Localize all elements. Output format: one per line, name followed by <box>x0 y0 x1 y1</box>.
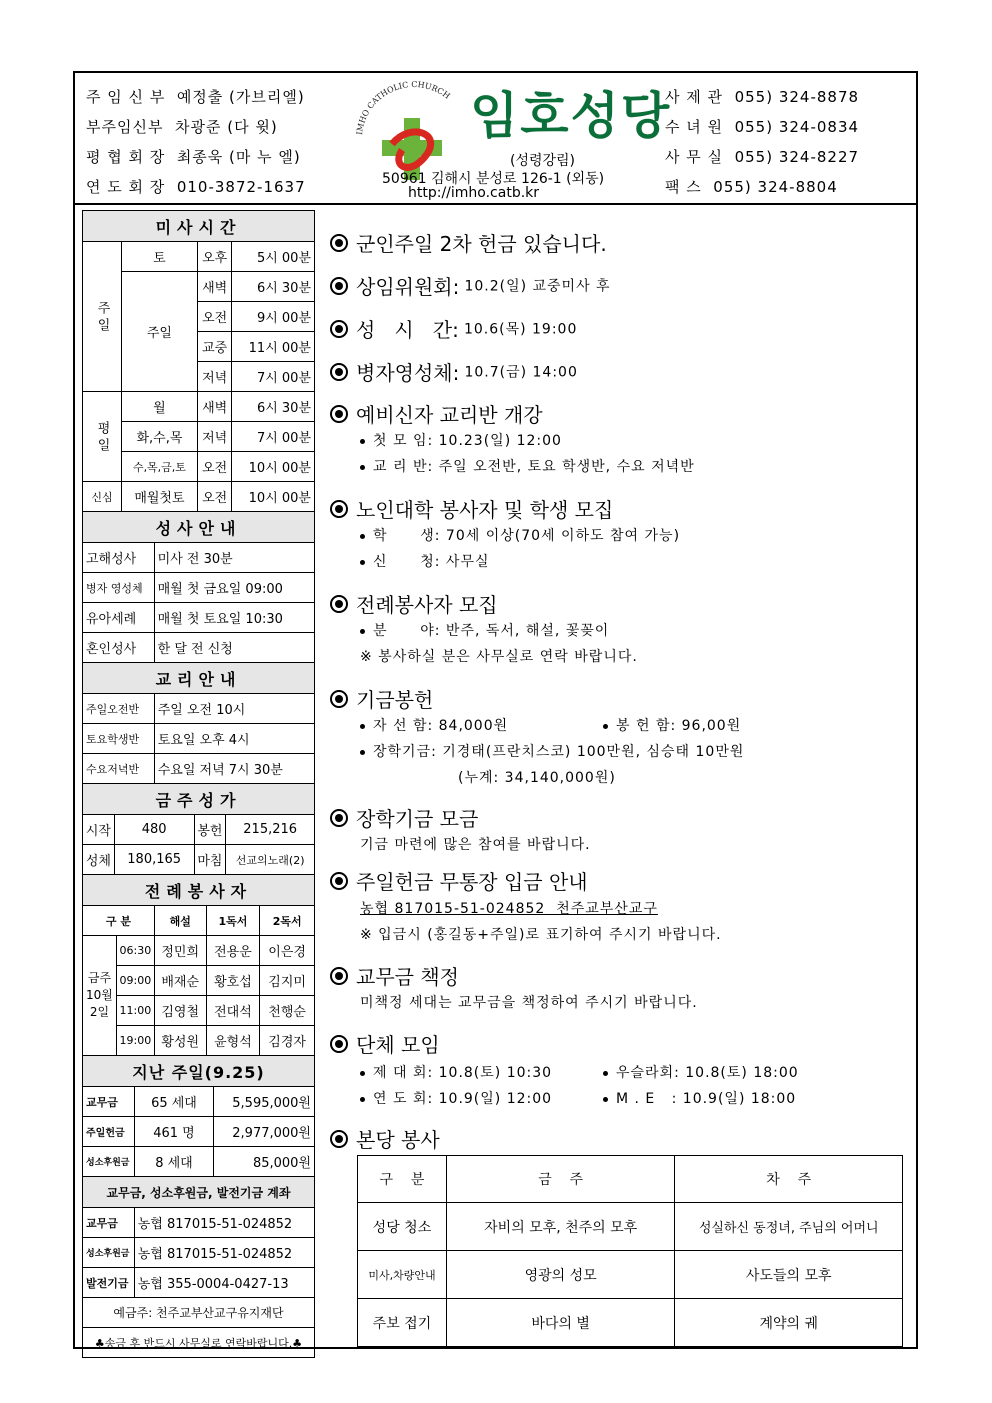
phone-rectory: 사 제 관 055) 324-8878 <box>665 88 860 106</box>
service-next-week: 성실하신 동정녀, 주님의 어머니 <box>675 1203 903 1251</box>
service-category: 성당 청소 <box>358 1203 447 1251</box>
catechism-table <box>82 662 315 784</box>
bullet-icon <box>330 277 348 295</box>
donations-line-1a: 자 선 함: 84,000원 <box>360 715 508 735</box>
devotion-period: 오전 <box>197 482 232 512</box>
sun-period: 저녁 <box>197 362 232 392</box>
bullet-icon <box>330 1130 348 1148</box>
server-time: 09:00 <box>116 966 154 996</box>
sunday-label: 주일 <box>122 272 198 392</box>
offering-amount: 85,000원 <box>214 1147 315 1177</box>
bullet-icon <box>330 234 348 252</box>
sat-time: 5시 00분 <box>232 242 315 272</box>
notice-sick-communion: 병자영성체: 10.7(금) 14:00 <box>330 357 578 386</box>
hymns-table <box>82 783 315 875</box>
bullet-icon <box>330 809 348 827</box>
server-name: 윤형석 <box>206 1026 260 1056</box>
sacrament-value: 한 달 전 신청 <box>154 633 314 663</box>
catechism-label: 토요학생반 <box>83 724 155 754</box>
offering-count: 461 명 <box>134 1117 214 1147</box>
donations-line-3: (누계: 34,140,000원) <box>458 770 616 786</box>
bullet-icon <box>330 595 348 613</box>
bullet-icon <box>330 872 348 890</box>
account-label: 성소후원금 <box>83 1238 135 1268</box>
server-name: 전용운 <box>206 936 260 966</box>
server-name: 천행순 <box>260 996 315 1026</box>
weekday-period: 저녁 <box>197 422 232 452</box>
sacrament-label: 병자 영성체 <box>83 573 155 603</box>
account-number: 농협 355-0004-0427-13 <box>134 1268 314 1298</box>
senior-college-line-1: 학 생: 70세 이상(70세 이하도 참여 가능) <box>360 525 680 545</box>
account-label: 교무금 <box>83 1208 135 1238</box>
service-this-week: 바다의 별 <box>446 1299 675 1347</box>
notice-committee: 상임위원회: 10.2(일) 교중미사 후 <box>330 271 611 300</box>
catechumen-line-1: 첫 모 임: 10.23(일) 12:00 <box>360 430 562 450</box>
offering-amount: 5,595,000원 <box>214 1087 315 1117</box>
church-name: 임호성당 <box>470 87 672 145</box>
sun-period: 오전 <box>197 302 232 332</box>
sun-time: 7시 00분 <box>232 362 315 392</box>
last-week-title: 지난 주일(9.25) <box>83 1056 315 1087</box>
servers-header: 1독서 <box>206 906 260 936</box>
server-name: 이은경 <box>260 936 315 966</box>
catechumen-line-2: 교 리 반: 주일 오전반, 토요 학생반, 수요 저녁반 <box>360 456 695 476</box>
left-sidebar <box>82 210 315 1350</box>
notice-donations: 기금봉헌 <box>330 684 433 713</box>
header-divider <box>73 203 918 205</box>
meeting-line-1a: 제 대 회: 10.8(토) 10:30 <box>360 1062 552 1082</box>
hymn-label: 시작 <box>83 815 115 845</box>
donations-line-2: 장학기금: 기경태(프란치스코) 100만원, 심승태 10만원 <box>360 741 744 761</box>
servers-title: 전례봉사자 <box>83 875 315 906</box>
servers-header: 2독서 <box>260 906 315 936</box>
accounts-title: 교무금, 성소후원금, 발전기금 계좌 <box>83 1177 315 1208</box>
catechism-label: 수요저녁반 <box>83 754 155 784</box>
service-header: 차 주 <box>675 1156 903 1203</box>
server-name: 전대석 <box>206 996 260 1026</box>
account-holder: 예금주: 천주교부산교구유지재단 <box>83 1298 315 1328</box>
notice-dues: 교무금 책정 <box>330 961 459 990</box>
scholarship-line-1: 기금 마련에 많은 참여를 바랍니다. <box>360 837 591 853</box>
sacraments-table <box>82 511 315 663</box>
notice-holy-hour: 성 시 간: 10.6(목) 19:00 <box>330 314 577 343</box>
account-number: 농협 817015-51-024852 <box>134 1238 314 1268</box>
catechism-label: 주일오전반 <box>83 694 155 724</box>
account-number: 농협 817015-51-024852 <box>134 1208 314 1238</box>
notice-scholarship: 장학기금 모금 <box>330 803 478 832</box>
account-note: ♣송금 후 반드시 사무실로 연락바랍니다.♣ <box>83 1328 315 1358</box>
notice-group-meetings: 단체 모임 <box>330 1029 440 1058</box>
liturgy-volunteers-line-1: 분 야: 반주, 독서, 해설, 꽃꽂이 <box>360 620 609 640</box>
accounts-table <box>82 1176 315 1358</box>
header-council-president: 평 협 회 장 최종욱 (마 누 엘) <box>86 148 301 166</box>
hymn-label: 마침 <box>194 845 226 875</box>
phone-office: 사 무 실 055) 324-8227 <box>665 148 860 166</box>
service-this-week: 자비의 모후, 천주의 모후 <box>446 1203 675 1251</box>
catechism-title: 교리안내 <box>83 663 315 694</box>
server-name: 김영철 <box>154 996 206 1026</box>
hymn-number: 180,165 <box>114 845 194 875</box>
bank-account-line: 농협 817015-51-024852 천주교부산교구 <box>360 901 658 917</box>
servers-header: 해설 <box>154 906 206 936</box>
sacrament-value: 미사 전 30분 <box>154 543 314 573</box>
server-name: 황성원 <box>154 1026 206 1056</box>
notice-senior-college: 노인대학 봉사자 및 학생 모집 <box>330 494 613 523</box>
liturgy-volunteers-line-2: ※ 봉사하실 분은 사무실로 연락 바랍니다. <box>360 649 638 665</box>
notice-liturgy-volunteers: 전례봉사자 모집 <box>330 589 498 618</box>
bullet-icon <box>330 500 348 518</box>
weekday-day: 수,목,금,토 <box>122 452 198 482</box>
offering-label: 성소후원금 <box>83 1147 135 1177</box>
bullet-icon <box>330 967 348 985</box>
mass-title: 미사시간 <box>83 211 315 242</box>
catechism-value: 수요일 저녁 7시 30분 <box>154 754 314 784</box>
hymn-label: 봉헌 <box>194 815 226 845</box>
hymns-title: 금주성가 <box>83 784 315 815</box>
phone-fax: 팩 스 055) 324-8804 <box>665 178 838 196</box>
offering-label: 주일헌금 <box>83 1117 135 1147</box>
server-time: 06:30 <box>116 936 154 966</box>
service-header: 구 분 <box>358 1156 447 1203</box>
sun-period: 교중 <box>197 332 232 362</box>
servers-header: 구 분 <box>83 906 155 936</box>
server-name: 김지미 <box>260 966 315 996</box>
service-next-week: 사도들의 모후 <box>675 1251 903 1299</box>
bullet-icon <box>330 690 348 708</box>
weekday-day: 월 <box>122 392 198 422</box>
server-time: 11:00 <box>116 996 154 1026</box>
weekday-group-label: 평 일 <box>83 392 122 482</box>
offering-count: 8 세대 <box>134 1147 214 1177</box>
parish-service-table <box>357 1155 903 1347</box>
service-next-week: 계약의 궤 <box>675 1299 903 1347</box>
hymn-number: 선교의노래(2) <box>226 845 315 875</box>
sacrament-value: 매월 첫 토요일 10:30 <box>154 603 314 633</box>
donations-line-1b: 봉 헌 함: 96,00원 <box>603 715 741 735</box>
notice-military-sunday: 군인주일 2차 헌금 있습니다. <box>330 228 607 257</box>
sacraments-title: 성사안내 <box>83 512 315 543</box>
mass-schedule-table <box>82 210 315 512</box>
offering-amount: 2,977,000원 <box>214 1117 315 1147</box>
notice-parish-service: 본당 봉사 <box>330 1124 440 1153</box>
servers-table <box>82 874 315 1056</box>
weekday-period: 오전 <box>197 452 232 482</box>
sunday-group-label: 주 일 <box>83 242 122 392</box>
dues-line-1: 미책정 세대는 교무금을 책정하여 주시기 바랍니다. <box>360 995 698 1011</box>
offering-count: 65 세대 <box>134 1087 214 1117</box>
server-name: 정민희 <box>154 936 206 966</box>
weekday-time: 6시 30분 <box>232 392 315 422</box>
last-week-table <box>82 1055 315 1177</box>
svg-text:IMHO CATHOLIC CHURCH: IMHO CATHOLIC CHURCH <box>355 80 452 136</box>
sun-time: 11시 00분 <box>232 332 315 362</box>
offering-label: 교무금 <box>83 1087 135 1117</box>
meeting-line-2b: M . E : 10.9(일) 18:00 <box>603 1088 796 1108</box>
weekday-time: 10시 00분 <box>232 452 315 482</box>
header-assistant-priest: 부주임신부 차광준 (다 윗) <box>86 118 278 136</box>
server-name: 김경자 <box>260 1026 315 1056</box>
hymn-number: 215,216 <box>226 815 315 845</box>
header-yeondo-president: 연 도 회 장 010-3872-1637 <box>86 178 306 196</box>
sat-day: 토 <box>122 242 198 272</box>
senior-college-line-2: 신 청: 사무실 <box>360 551 490 571</box>
sun-period: 새벽 <box>197 272 232 302</box>
church-address: 50961 김해시 분성로 126-1 (외동) <box>382 171 605 187</box>
devotion-time: 10시 00분 <box>232 482 315 512</box>
bullet-icon <box>330 363 348 381</box>
service-this-week: 영광의 성모 <box>446 1251 675 1299</box>
meeting-line-2a: 연 도 회: 10.9(일) 12:00 <box>360 1088 552 1108</box>
sat-period: 오후 <box>197 242 232 272</box>
sacrament-label: 혼인성사 <box>83 633 155 663</box>
catechism-value: 주일 오전 10시 <box>154 694 314 724</box>
bullet-icon <box>330 1035 348 1053</box>
bullet-icon <box>330 405 348 423</box>
bank-transfer-note: ※ 입금시 (홍길동+주일)로 표기하여 주시기 바랍니다. <box>360 927 722 943</box>
hymn-number: 480 <box>114 815 194 845</box>
server-name: 배재순 <box>154 966 206 996</box>
sun-time: 6시 30분 <box>232 272 315 302</box>
phone-convent: 수 녀 원 055) 324-0834 <box>665 118 860 136</box>
sun-time: 9시 00분 <box>232 302 315 332</box>
sacrament-label: 고해성사 <box>83 543 155 573</box>
feast-name: (성령강림) <box>510 153 576 169</box>
account-label: 발전기금 <box>83 1268 135 1298</box>
service-category: 주보 접기 <box>358 1299 447 1347</box>
weekday-period: 새벽 <box>197 392 232 422</box>
notice-bank-transfer: 주일헌금 무통장 입금 안내 <box>330 866 588 895</box>
sacrament-value: 매월 첫 금요일 09:00 <box>154 573 314 603</box>
service-header: 금 주 <box>446 1156 675 1203</box>
weekday-day: 화,수,목 <box>122 422 198 452</box>
notice-catechumen: 예비신자 교리반 개강 <box>330 399 543 428</box>
bullet-icon <box>330 320 348 338</box>
sacrament-label: 유아세례 <box>83 603 155 633</box>
devotion-label: 신심 <box>83 482 122 512</box>
devotion-day: 매월첫토 <box>122 482 198 512</box>
hymn-label: 성체 <box>83 845 115 875</box>
meeting-line-1b: 우슬라회: 10.8(토) 18:00 <box>603 1062 799 1082</box>
service-category: 미사,차량안내 <box>358 1251 447 1299</box>
servers-date: 금주 10월 2일 <box>83 936 117 1056</box>
catechism-value: 토요일 오후 4시 <box>154 724 314 754</box>
server-time: 19:00 <box>116 1026 154 1056</box>
weekday-time: 7시 00분 <box>232 422 315 452</box>
server-name: 황호섭 <box>206 966 260 996</box>
church-website[interactable]: http://imho.catb.kr <box>408 185 540 201</box>
header-priest: 주 임 신 부 예정출 (가브리엘) <box>86 88 305 106</box>
